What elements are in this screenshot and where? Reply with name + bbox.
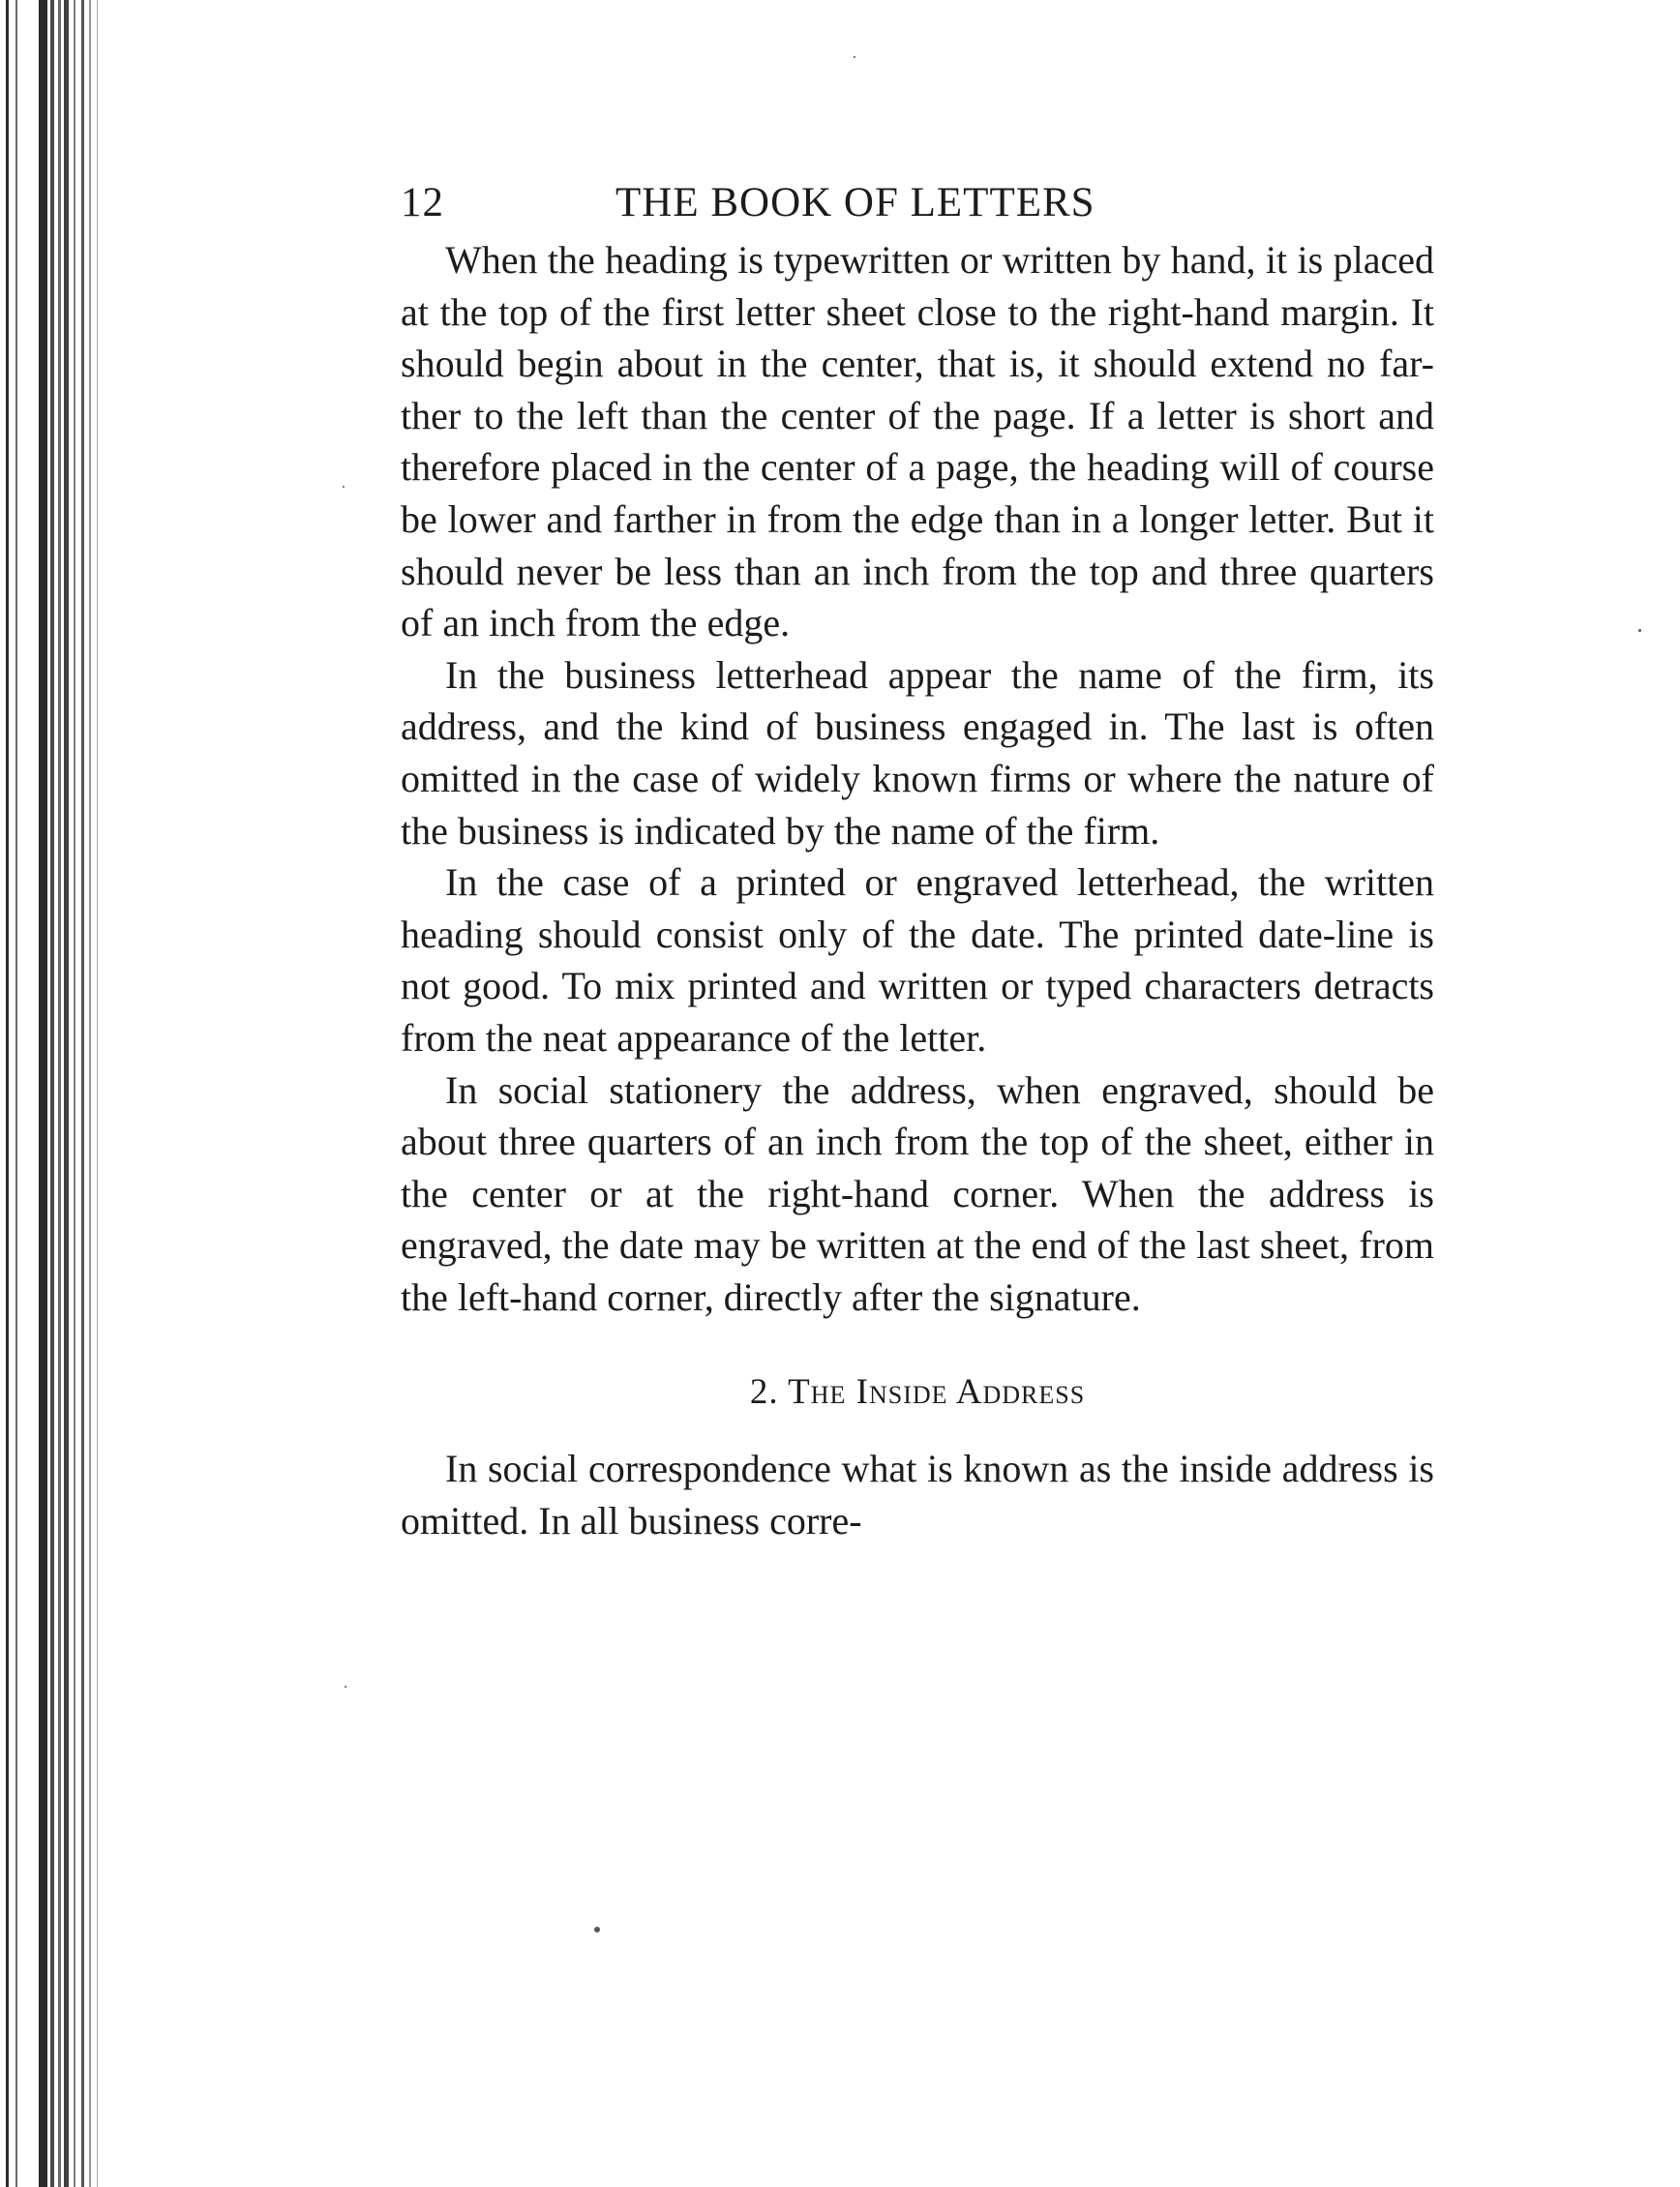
running-head bbox=[401, 172, 1434, 234]
body-paragraph: In the case of a printed or engraved letterhead, the written heading should consist only of the date. The printed date-line is not good. To mix printed and written or typed characters detracts from the neat appearance of the letter. bbox=[401, 860, 1434, 1060]
book-page bbox=[401, 172, 1434, 1547]
body-paragraph: In social correspondence what is known as the inside address is omitted. In all business corre- bbox=[401, 1447, 1434, 1543]
body-paragraph: In social stationery the address, when engraved, should be about three quarters of an inch from the top of the sheet, either in the center or at the right-hand corner. When the address is engraved, the date may be written at the end of the last sheet, from the left-hand corner, directly after the signature. bbox=[401, 1067, 1434, 1319]
scanned-binding-edge bbox=[0, 0, 126, 2187]
body-paragraph: When the heading is typewritten or written by hand, it is placed at the top of the first letter sheet close to the right-hand margin. It should begin about in the center, that is, it should extend no far-ther to the left than the center of the page. If a letter is short and therefore placed in the center of a page, the heading will of course be lower and farther in from the edge than in a longer letter. But it should never be less than an inch from the top and three quarters of an inch from the edge. bbox=[401, 238, 1434, 645]
section-heading: 2. The Inside Address bbox=[749, 1372, 1086, 1413]
body-paragraph: In the business letterhead appear the name of the firm, its address, and the kind of business engaged in. The last is often omitted in the case of widely known firms or where the nature of the business is indicated by the name of the firm. bbox=[401, 652, 1434, 853]
running-title: THE BOOK OF LETTERS bbox=[615, 180, 1095, 225]
page-number: 12 bbox=[401, 180, 444, 225]
